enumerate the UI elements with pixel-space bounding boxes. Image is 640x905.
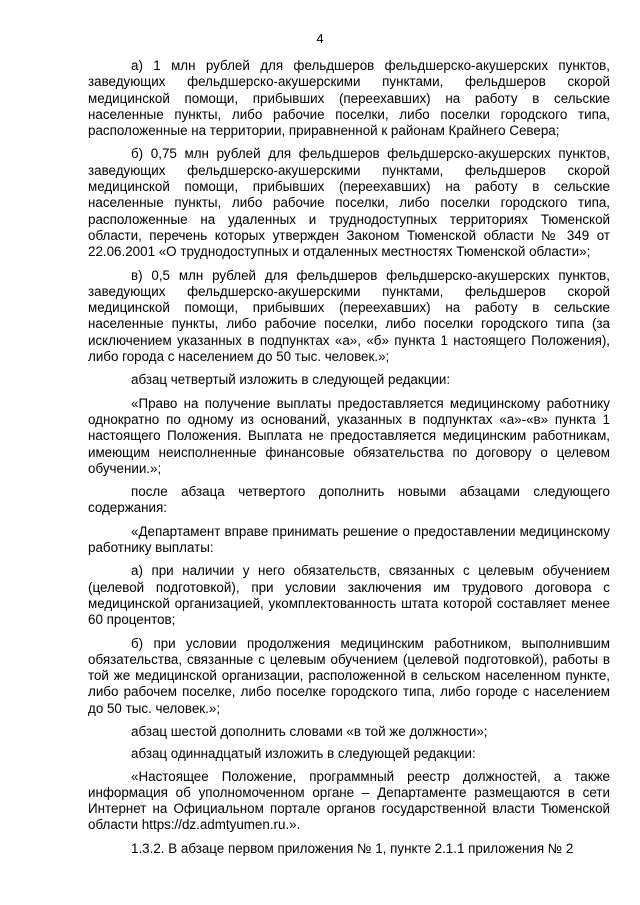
paragraph-amend-eleventh: абзац одиннадцатый изложить в следующей редакции: bbox=[131, 746, 476, 762]
paragraph-amend-fourth: абзац четвертый изложить в следующей редакции: bbox=[131, 372, 451, 388]
paragraph-subitem-b-075mln: б) 0,75 млн рублей для фельдшеров фельдшерско-акушерских пунктов, заведующих фельдшерско-акушерскими пунктами, фельдшеров скорой медицинской помощи, прибывших (переехавших) на работу в сельские населенные пункты, либо рабочие поселки, либо поселки городского типа, расположенные на удаленных и труднодоступных территориях Тюменской области, перечень которых утвержден Законом Тюменской области № 349 от 22.06.2001 «О труднодоступных и отдаленных местностях Тюменской области»; bbox=[88, 146, 610, 260]
paragraph-regulation-publication: «Настоящее Положение, программный реестр должностей, а также информация об уполномоченном органе – Департаменте размещаются в сети Интернет на Официальном портале органов государственной власти Тюменской области https://dz.admtyumen.ru.». bbox=[88, 768, 610, 833]
paragraph-condition-b: б) при условии продолжения медицинским работником, выполнившим обязательства, связанные с целевым обучением (целевой подготовкой), работы в той же медицинской организации, расположенной в сельском населенном пункте, либо рабочем поселке, либо поселке городского типа, либо городе с населением до 50 тыс. человек.»; bbox=[88, 635, 610, 716]
document-body bbox=[88, 58, 610, 864]
paragraph-department-decision: «Департамент вправе принимать решение о предоставлении медицинскому работнику выплаты: bbox=[88, 523, 610, 556]
paragraph-amend-sixth: абзац шестой дополнить словами «в той же должности»; bbox=[131, 723, 488, 739]
paragraph-add-new-paragraphs: после абзаца четвертого дополнить новыми абзацами следующего содержания: bbox=[88, 484, 610, 516]
paragraph-section-1-3-2: 1.3.2. В абзаце первом приложения № 1, пункте 2.1.1 приложения № 2 bbox=[131, 840, 574, 856]
page-number: 4 bbox=[316, 31, 324, 46]
paragraph-subitem-a-1mln: а) 1 млн рублей для фельдшеров фельдшерско-акушерских пунктов, заведующих фельдшерско-акушерскими пунктами, фельдшеров скорой медицинской помощи, прибывших (переехавших) на работу в сельские населенные пункты, либо рабочие поселки, либо поселки городского типа, расположенные на территории, приравненной к районам Крайнего Севера; bbox=[88, 58, 610, 139]
paragraph-subitem-v-05mln: в) 0,5 млн рублей для фельдшеров фельдшерско-акушерских пунктов, заведующих фельдшерско-акушерскими пунктами, фельдшеров скорой медицинской помощи, прибывших (переехавших) на работу в сельские населенные пункты, либо рабочие поселки, либо поселки городского типа (за исключением указанных в подпунктах «а», «б» пункта 1 настоящего Положения), либо города с населением до 50 тыс. человек.»; bbox=[88, 267, 610, 365]
paragraph-right-to-payment: «Право на получение выплаты предоставляется медицинскому работнику однократно по одному из оснований, указанных в подпунктах «а»-«в» пункта 1 настоящего Положения. Выплата не предоставляется медицинским работникам, имеющим неисполненные финансовые обязательства по договору о целевом обучении.»; bbox=[88, 395, 610, 476]
paragraph-condition-a: а) при наличии у него обязательств, связанных с целевым обучением (целевой подготовкой), при условии заключения им трудового договора с медицинской организацией, укомплектованность штата которой составляет менее 60 процентов; bbox=[88, 563, 610, 628]
